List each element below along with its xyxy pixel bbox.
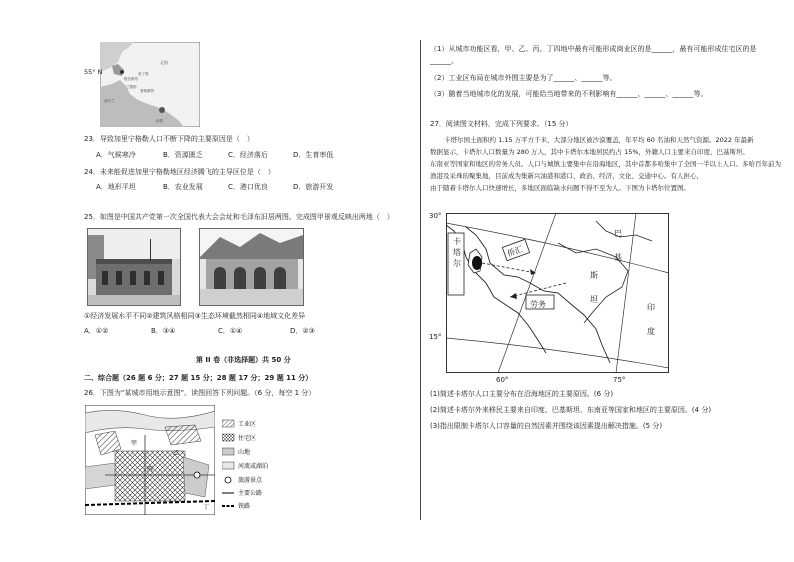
q25-option-d[interactable]: D．②③: [290, 327, 315, 335]
q24-option-d[interactable]: D．旅游开发: [293, 183, 334, 191]
legend-water-swatch: [222, 462, 234, 469]
passage-line-2: 数据显示，卡塔尔人口数量为 280 万人，其中卡塔尔本地居民约占 15%，外籍人口主要来自印度、巴基斯坦、: [430, 148, 750, 156]
q24-option-c[interactable]: C．港口优良: [228, 183, 268, 191]
pakistan-char-2: 基: [614, 253, 622, 262]
q26-stem: 26．下图为“某城市用地示意图”。读图回答下列问题。（6 分，每空 1 分）: [84, 389, 316, 397]
city-map-label-a: 甲: [131, 440, 138, 447]
passage-line-4: 渔港及采珠的聚集地，目前成为集新兴油港和港口、政治、经济、文化、交通中心。有人担心，: [430, 172, 703, 180]
q23-stem: 23．导致加里宁格勒人口不断下降的主要原因是（ ）: [84, 135, 254, 143]
column-divider: [420, 40, 421, 520]
qatar-highlight: [472, 256, 482, 270]
map-label-north-sea: 北海: [160, 60, 168, 65]
q24-option-b[interactable]: B．农业发展: [163, 183, 203, 191]
q26-sub2: （2）工业区布局在城市外围主要是为了______、______等。: [430, 74, 617, 82]
section-ii-intro: 二、综合题（26 题 6 分；27 题 15 分；28 题 17 分；29 题 11 分）: [84, 374, 313, 382]
passage-line-3: 东南亚等国家和地区的劳务人员。人口与城镇主要集中在沿海地区，其中首都多哈集中了全国一半以上人口。多哈百年前为: [430, 160, 781, 168]
q25-stem: 25．如图是中国共产党第一次全国代表大会会址和毛泽东旧居两图。完成图甲景观反映出两地（ ）: [84, 213, 394, 221]
q25-statements: ①经济发展水平不同②建筑风格相同③生态环境截然相同④地域文化差异: [84, 312, 306, 320]
q24-stem: 24．未来能促进加里宁格勒地区经济腾飞的主导区位是（ ）: [84, 168, 275, 176]
city-map-label-c: 丙: [147, 466, 154, 473]
q23-option-b[interactable]: B．资源匮乏: [163, 151, 203, 159]
legend-mountain-label: 山地: [238, 449, 251, 456]
q27-sub3: (3)指出限制卡塔尔人口容量的自然因素并围绕该因素提出解决措施。(5 分): [430, 422, 663, 430]
q25-option-b[interactable]: B．③④: [151, 327, 176, 335]
q24-option-a[interactable]: A．地形平坦: [96, 183, 136, 191]
qatar-map-lon-left: 60°: [496, 376, 509, 384]
qatar-label-char-2: 塔: [453, 248, 461, 257]
legend-scenic-icon: [225, 477, 231, 483]
city-map-label-d: 丁: [203, 504, 210, 511]
remittance-label: 侨汇: [505, 244, 525, 259]
passage-line-5: 由于随着卡塔尔人口快速增长，多地区面临缺水问题不得不至为人。下图为卡塔尔位置图。: [430, 184, 690, 192]
map-label-glasgow: 格拉斯哥: [124, 77, 138, 81]
qatar-label-char-1: 卡: [453, 237, 461, 246]
pakistan-label-top: [614, 222, 622, 270]
india-char-1: 印: [647, 303, 655, 312]
map-label-lancashire: 兰德郡: [126, 85, 137, 89]
q23-option-a[interactable]: A．气候寒冷: [96, 151, 136, 159]
city-landuse-map: [85, 405, 215, 515]
legend-scenic-label: 旅游景点: [238, 477, 263, 484]
passage-line-1: 卡塔尔国土面积约 1.15 万平方千米，大部分地区被沙漠覆盖，年平均 60 名油和天然气资源。2022 年最新: [444, 136, 754, 144]
map-label-edinburgh: 爱丁堡: [138, 72, 149, 76]
qatar-map-lat-bottom: 15°: [429, 333, 442, 341]
map-latitude-label: 55° N: [84, 68, 103, 76]
photo-mao-former-residence: [199, 228, 304, 306]
city-map-label-b: 乙: [173, 450, 180, 457]
q27-passage: [430, 136, 781, 192]
photo-first-congress-svg: [88, 229, 180, 305]
legend-water-label: 河流或湖泊: [238, 463, 269, 470]
photo-mao-residence-svg: [200, 229, 303, 305]
section-ii-title: 第 II 卷（非选择题）共 50 分: [196, 356, 291, 364]
q27-title: 27．阅读图文材料，完成下列要求。（15 分）: [430, 120, 573, 128]
qatar-label: [451, 236, 463, 269]
qatar-location-map-svg: [446, 213, 669, 373]
photo-first-congress-site: [87, 228, 181, 306]
qatar-map-lon-right: 75°: [613, 376, 626, 384]
q25-option-a[interactable]: A．①②: [84, 327, 109, 335]
q26-sub3: （3）随着当地城市化的发展，可能给当地带来的不利影响有______、______、______等。: [430, 90, 708, 98]
pakistan-char-4: 坦: [590, 295, 598, 304]
map-label-ireland: 爱尔兰: [104, 99, 115, 103]
pakistan-label-bottom: [590, 264, 598, 312]
legend-railway-label: 铁路: [238, 503, 251, 510]
legend-industrial-label: 工业区: [238, 421, 257, 428]
q27-sub1: (1)简述卡塔尔人口主要分布在沿海地区的主要原因。(6 分): [430, 390, 614, 398]
pakistan-char-1: 巴: [614, 229, 622, 238]
map-label-manchester: 曼彻斯特: [140, 89, 154, 93]
british-isles-map-svg: [100, 42, 200, 127]
legend-svg: [222, 418, 302, 518]
q26-sub1: （1）从城市功能区看，甲、乙、丙、丁四地中最有可能形成商业区的是______，最有可能形成住宅区的是______。: [430, 45, 757, 65]
map-label-london: 伦敦: [156, 119, 163, 123]
legend-industrial-swatch: [222, 420, 234, 427]
legend-road-label: 主要公路: [238, 490, 263, 497]
qatar-map-lat-top: 30°: [429, 212, 442, 220]
q25-option-c[interactable]: C．①④: [218, 327, 243, 335]
legend-residential-swatch: [222, 434, 234, 441]
india-char-2: 度: [647, 327, 655, 336]
city-landuse-map-svg: [85, 405, 215, 515]
india-label: [647, 296, 655, 344]
q23-option-c[interactable]: C．经济落后: [228, 151, 268, 159]
city-map-legend: [222, 418, 302, 518]
pakistan-char-3: 斯: [590, 271, 598, 280]
labor-label: 劳务: [530, 300, 546, 309]
q27-sub2: (2)简述卡塔尔外来移民主要来自印度、巴基斯坦、东南亚等国家和地区的主要原因。(4 分): [430, 406, 712, 414]
british-isles-map: [100, 42, 200, 127]
qatar-label-char-3: 尔: [453, 259, 461, 268]
qatar-location-map: [446, 213, 669, 373]
legend-mountain-swatch: [222, 448, 234, 455]
legend-residential-label: 住宅区: [238, 435, 257, 442]
q23-option-d[interactable]: D．生育率低: [293, 151, 334, 159]
